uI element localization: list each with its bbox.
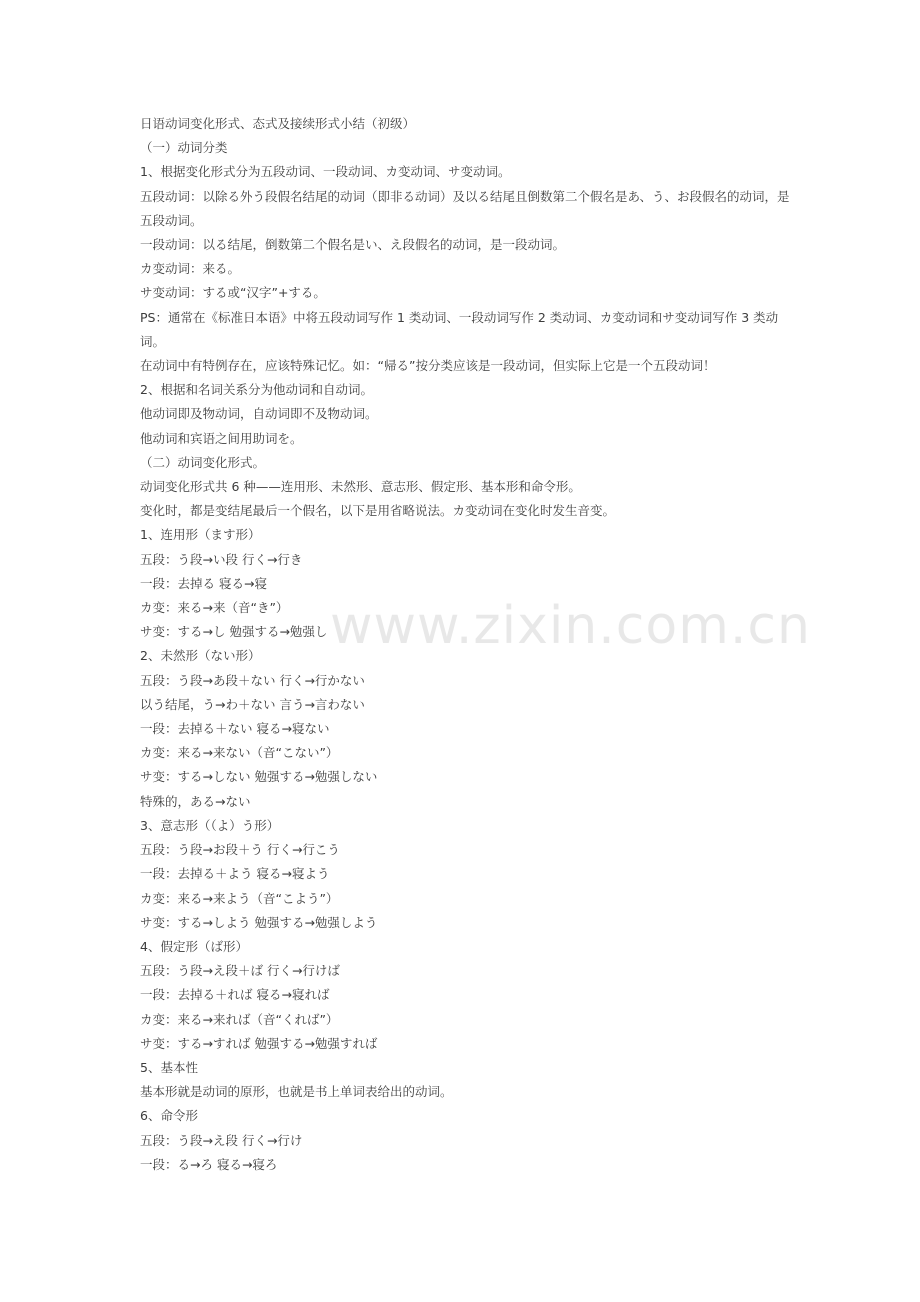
section-heading: （一）动词分类 [140, 140, 228, 156]
paragraph: 在动词中有特例存在，应该特殊记忆。如：“帰る”按分类应该是一段动词，但实际上它是一个五段动词！ [140, 358, 716, 374]
rule-line: 特殊的，ある→ない [140, 793, 251, 809]
rule-line: サ变：する→しない 勉强する→勉强しない [140, 769, 378, 785]
rule-line: 五段：う段→え段＋ば 行く→行けば [140, 963, 340, 979]
rule-line: サ变：する→しよう 勉强する→勉强しよう [140, 914, 378, 930]
subheading: 3、意志形（（よ）う形） [140, 817, 280, 833]
paragraph: 基本形就是动词的原形，也就是书上单词表给出的动词。 [140, 1084, 453, 1100]
subheading: 4、假定形（ば形） [140, 938, 248, 954]
paragraph: 五段动词：以除る外う段假名结尾的动词（即非る动词）及以る结尾且倒数第二个假名是あ、う、お段假名的动词，是五段动词。 [140, 188, 790, 228]
rule-line: 一段：去掉る 寝る→寝 [140, 575, 267, 591]
rule-line: カ变：来る→来ない（音“こない”） [140, 745, 339, 761]
rule-line: カ变：来る→来よう（音“こよう”） [140, 890, 339, 906]
subheading: 2、未然形（ない形） [140, 648, 261, 664]
subheading: 6、命令形 [140, 1108, 198, 1124]
rule-line: カ变：来る→来（音“き”） [140, 600, 289, 616]
paragraph: 动词变化形式共 6 种——连用形、未然形、意志形、假定形、基本形和命令形。 [140, 479, 581, 495]
rule-line: 以う结尾，う→わ＋ない 言う→言わない [140, 696, 365, 712]
rule-line: 五段：う段→あ段＋ない 行く→行かない [140, 672, 365, 688]
paragraph: 变化时，都是变结尾最后一个假名，以下是用省略说法。カ变动词在变化时发生音变。 [140, 503, 616, 519]
paragraph: 1、根据变化形式分为五段动词、一段动词、カ变动词、サ变动词。 [140, 164, 511, 180]
paragraph: PS：通常在《标准日本语》中将五段动词写作 1 类动词、一段动词写作 2 类动词、カ变动词和サ变动词写作 3 类动词。 [140, 309, 779, 349]
subheading: 5、基本性 [140, 1059, 198, 1075]
rule-line: 一段：去掉る＋よう 寝る→寝よう [140, 866, 330, 882]
paragraph: カ变动词：来る。 [140, 261, 241, 277]
subheading: 1、连用形（ます形） [140, 527, 261, 543]
watermark: www.zixin.com.cn [330, 596, 811, 656]
paragraph: 一段动词：以る结尾，倒数第二个假名是い、え段假名的动词，是一段动词。 [140, 237, 566, 253]
document-title: 日语动词变化形式、态式及接续形式小结（初级） [140, 116, 416, 131]
rule-line: 一段：去掉る＋ない 寝る→寝ない [140, 721, 330, 737]
document-body [140, 112, 790, 1177]
paragraph: サ变动词：する或“汉字”+する。 [140, 285, 326, 301]
paragraph: 2、根据和名词关系分为他动词和自动词。 [140, 382, 373, 398]
section-heading: （二）动词变化形式。 [140, 454, 266, 470]
rule-line: 一段：去掉る＋れば 寝る→寝れば [140, 987, 330, 1003]
rule-line: サ变：する→すれば 勉强する→勉强すれば [140, 1035, 378, 1051]
rule-line: 五段：う段→え段 行く→行け [140, 1132, 303, 1148]
rule-line: 五段：う段→い段 行く→行き [140, 551, 303, 567]
rule-line: 一段：る→ろ 寝る→寝ろ [140, 1156, 278, 1172]
rule-line: カ变：来る→来れば（音“くれば”） [140, 1011, 339, 1027]
paragraph: 他动词即及物动词，自动词即不及物动词。 [140, 406, 378, 422]
rule-line: サ变：する→し 勉强する→勉强し [140, 624, 328, 640]
paragraph: 他动词和宾语之间用助词を。 [140, 430, 303, 446]
rule-line: 五段：う段→お段＋う 行く→行こう [140, 842, 340, 858]
